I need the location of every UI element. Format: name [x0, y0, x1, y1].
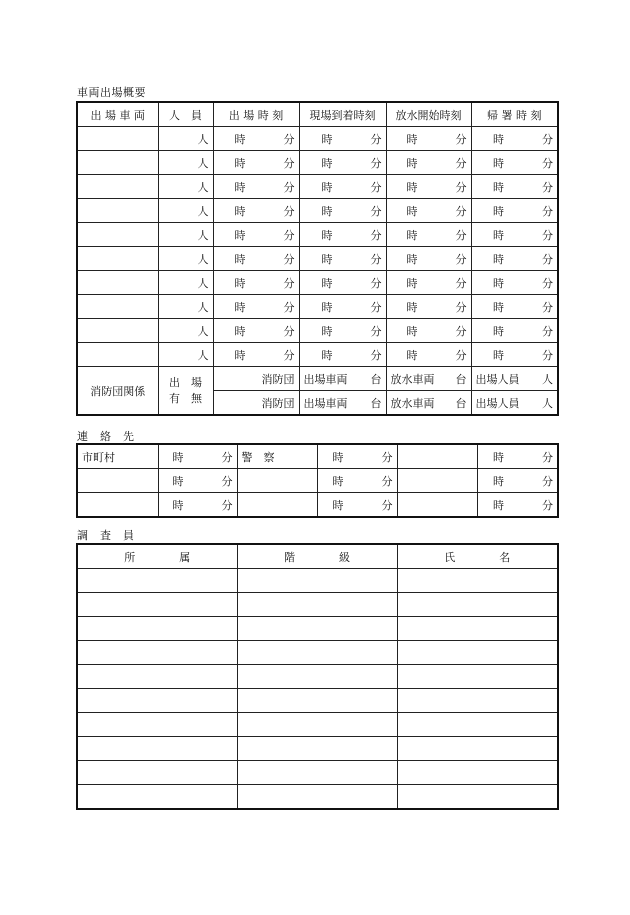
dispatch-time-cell: 時 分 — [213, 199, 299, 223]
name-cell — [397, 785, 558, 810]
other-contact-2 — [397, 469, 477, 493]
header-personnel: 人 員 — [158, 102, 213, 127]
header-affiliation: 所 属 — [77, 544, 237, 569]
rank-cell — [237, 713, 397, 737]
other-contact-1 — [397, 444, 477, 469]
affiliation-cell — [77, 617, 237, 641]
vehicle-cell — [77, 175, 158, 199]
contact-table — [76, 443, 559, 518]
rank-cell — [237, 665, 397, 689]
municipality-time-2: 時 分 — [158, 469, 237, 493]
police-time-3: 時 分 — [317, 493, 397, 518]
return-time-cell: 時 分 — [471, 127, 558, 151]
header-vehicle: 出 場 車 両 — [77, 102, 158, 127]
arrival-time-cell: 時 分 — [299, 223, 386, 247]
dispatch-time-cell: 時 分 — [213, 319, 299, 343]
name-cell — [397, 689, 558, 713]
arrival-time-cell: 時 分 — [299, 319, 386, 343]
police-label: 警 察 — [237, 444, 317, 469]
corps-staff-cell: 出場人員 人 — [471, 391, 558, 416]
vehicle-row — [77, 127, 558, 151]
arrival-time-cell: 時 分 — [299, 247, 386, 271]
presence-label: 出 場 有 無 — [158, 367, 213, 416]
municipality-time-3: 時 分 — [158, 493, 237, 518]
investigator-row — [77, 689, 558, 713]
vehicle-cell — [77, 223, 158, 247]
other-contact-3 — [397, 493, 477, 518]
return-time-cell: 時 分 — [471, 343, 558, 367]
vehicle-header-row — [77, 102, 558, 127]
water-start-time-cell: 時 分 — [386, 175, 471, 199]
dispatch-time-cell: 時 分 — [213, 271, 299, 295]
corps-vehicles-cell: 出場車両 台 — [299, 367, 386, 391]
water-start-time-cell: 時 分 — [386, 151, 471, 175]
affiliation-cell — [77, 713, 237, 737]
municipality-label: 市町村 — [77, 444, 158, 469]
contact-row — [77, 469, 558, 493]
water-start-time-cell: 時 分 — [386, 319, 471, 343]
vehicle-row — [77, 319, 558, 343]
personnel-cell: 人 — [158, 175, 213, 199]
corps-staff-cell: 出場人員 人 — [471, 367, 558, 391]
affiliation-cell — [77, 689, 237, 713]
return-time-cell: 時 分 — [471, 319, 558, 343]
header-water-start-time: 放水開始時刻 — [386, 102, 471, 127]
return-time-cell: 時 分 — [471, 247, 558, 271]
police-time-2: 時 分 — [317, 469, 397, 493]
vehicle-cell — [77, 127, 158, 151]
investigator-section-title: 調 査 員 — [77, 529, 135, 542]
affiliation-cell — [77, 593, 237, 617]
contact-section-title: 連 絡 先 — [77, 430, 135, 443]
vehicle-row — [77, 343, 558, 367]
other-time-1: 時 分 — [477, 444, 558, 469]
water-start-time-cell: 時 分 — [386, 247, 471, 271]
vehicle-cell — [77, 247, 158, 271]
arrival-time-cell: 時 分 — [299, 151, 386, 175]
dispatch-time-cell: 時 分 — [213, 247, 299, 271]
vehicle-row — [77, 223, 558, 247]
vehicle-cell — [77, 199, 158, 223]
municipality-blank — [77, 469, 158, 493]
rank-cell — [237, 569, 397, 593]
municipality-time-1: 時 分 — [158, 444, 237, 469]
arrival-time-cell: 時 分 — [299, 175, 386, 199]
vehicle-row — [77, 271, 558, 295]
police-time-1: 時 分 — [317, 444, 397, 469]
water-start-time-cell: 時 分 — [386, 295, 471, 319]
arrival-time-cell: 時 分 — [299, 199, 386, 223]
rank-cell — [237, 617, 397, 641]
vehicle-row — [77, 247, 558, 271]
return-time-cell: 時 分 — [471, 295, 558, 319]
dispatch-time-cell: 時 分 — [213, 343, 299, 367]
rank-cell — [237, 761, 397, 785]
name-cell — [397, 593, 558, 617]
water-start-time-cell: 時 分 — [386, 223, 471, 247]
contact-row — [77, 444, 558, 469]
header-dispatch-time: 出 場 時 刻 — [213, 102, 299, 127]
vehicle-cell — [77, 151, 158, 175]
name-cell — [397, 737, 558, 761]
water-start-time-cell: 時 分 — [386, 199, 471, 223]
affiliation-cell — [77, 665, 237, 689]
personnel-cell: 人 — [158, 343, 213, 367]
contact-row — [77, 493, 558, 518]
return-time-cell: 時 分 — [471, 151, 558, 175]
affiliation-cell — [77, 761, 237, 785]
personnel-cell: 人 — [158, 199, 213, 223]
dispatch-time-cell: 時 分 — [213, 175, 299, 199]
investigator-row — [77, 713, 558, 737]
investigator-row — [77, 617, 558, 641]
personnel-cell: 人 — [158, 247, 213, 271]
dispatch-time-cell: 時 分 — [213, 223, 299, 247]
return-time-cell: 時 分 — [471, 223, 558, 247]
affiliation-cell — [77, 641, 237, 665]
header-arrival-time: 現場到着時刻 — [299, 102, 386, 127]
vehicle-row — [77, 175, 558, 199]
investigator-table — [76, 543, 559, 810]
police-blank — [237, 493, 317, 518]
water-start-time-cell: 時 分 — [386, 343, 471, 367]
return-time-cell: 時 分 — [471, 271, 558, 295]
personnel-cell: 人 — [158, 151, 213, 175]
personnel-cell: 人 — [158, 223, 213, 247]
fire-corps-row — [77, 367, 558, 391]
affiliation-cell — [77, 569, 237, 593]
vehicle-section-title: 車両出場概要 — [77, 86, 146, 99]
dispatch-time-cell: 時 分 — [213, 151, 299, 175]
investigator-row — [77, 665, 558, 689]
corps-water-vehicles-cell: 放水車両 台 — [386, 391, 471, 416]
name-cell — [397, 617, 558, 641]
name-cell — [397, 665, 558, 689]
other-time-3: 時 分 — [477, 493, 558, 518]
fire-corps-label: 消防団関係 — [77, 367, 158, 416]
personnel-cell: 人 — [158, 271, 213, 295]
vehicle-cell — [77, 319, 158, 343]
vehicle-cell — [77, 295, 158, 319]
return-time-cell: 時 分 — [471, 199, 558, 223]
rank-cell — [237, 641, 397, 665]
dispatch-time-cell: 時 分 — [213, 295, 299, 319]
corps-cell: 消防団 — [213, 367, 299, 391]
name-cell — [397, 569, 558, 593]
header-rank: 階 級 — [237, 544, 397, 569]
name-cell — [397, 641, 558, 665]
investigator-row — [77, 569, 558, 593]
name-cell — [397, 761, 558, 785]
investigator-row — [77, 737, 558, 761]
corps-water-vehicles-cell: 放水車両 台 — [386, 367, 471, 391]
investigator-header-row — [77, 544, 558, 569]
personnel-cell: 人 — [158, 295, 213, 319]
corps-vehicles-cell: 出場車両 台 — [299, 391, 386, 416]
name-cell — [397, 713, 558, 737]
affiliation-cell — [77, 737, 237, 761]
header-return-time: 帰 署 時 刻 — [471, 102, 558, 127]
police-blank — [237, 469, 317, 493]
vehicle-row — [77, 199, 558, 223]
dispatch-time-cell: 時 分 — [213, 127, 299, 151]
vehicle-cell — [77, 343, 158, 367]
rank-cell — [237, 593, 397, 617]
affiliation-cell — [77, 785, 237, 810]
personnel-cell: 人 — [158, 319, 213, 343]
investigator-row — [77, 641, 558, 665]
rank-cell — [237, 737, 397, 761]
corps-cell: 消防団 — [213, 391, 299, 416]
water-start-time-cell: 時 分 — [386, 271, 471, 295]
arrival-time-cell: 時 分 — [299, 343, 386, 367]
investigator-row — [77, 785, 558, 810]
vehicle-row — [77, 151, 558, 175]
rank-cell — [237, 785, 397, 810]
other-time-2: 時 分 — [477, 469, 558, 493]
return-time-cell: 時 分 — [471, 175, 558, 199]
vehicle-dispatch-table — [76, 101, 559, 416]
header-name: 氏 名 — [397, 544, 558, 569]
municipality-blank — [77, 493, 158, 518]
investigator-row — [77, 761, 558, 785]
personnel-cell: 人 — [158, 127, 213, 151]
vehicle-cell — [77, 271, 158, 295]
rank-cell — [237, 689, 397, 713]
arrival-time-cell: 時 分 — [299, 271, 386, 295]
vehicle-row — [77, 295, 558, 319]
arrival-time-cell: 時 分 — [299, 127, 386, 151]
arrival-time-cell: 時 分 — [299, 295, 386, 319]
water-start-time-cell: 時 分 — [386, 127, 471, 151]
investigator-row — [77, 593, 558, 617]
